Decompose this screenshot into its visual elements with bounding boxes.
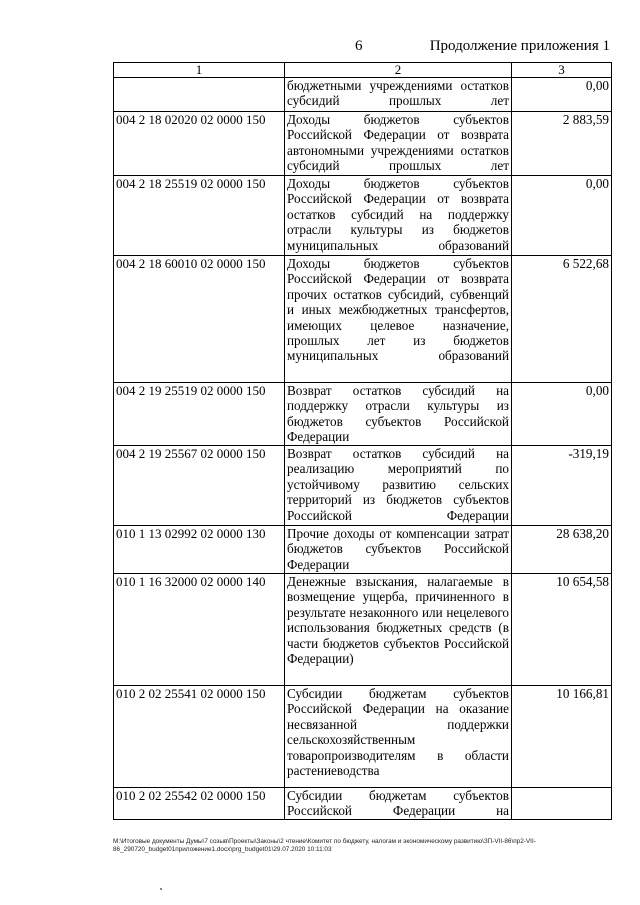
- row-code: 004 2 18 25519 02 0000 150: [114, 176, 285, 256]
- scan-mark: [160, 888, 162, 890]
- column-header-3: 3: [512, 63, 612, 78]
- document-path-footer: M:\Итоговые документы Думы\7 созыв\Проекты\Законы\2 чтение\Комитет по бюджету, налогам и экономическому развитию\ЗП-VII-86\пр2-VII-86_290720_budget01приложение1.docx\prg_budget01\29.07.2020 10:11:03: [113, 838, 536, 854]
- row-value: 10 654,58: [512, 574, 612, 686]
- table-row: [114, 176, 612, 256]
- row-value: 0,00: [512, 176, 612, 256]
- row-description: Доходы бюджетов субъектов Российской Федерации от возврата автономными учреждениями остатков субсидий прошлых лет: [285, 112, 512, 176]
- row-description: Доходы бюджетов субъектов Российской Федерации от возврата остатков субсидий на поддержку отрасли культуры из бюджетов муниципальных образований: [285, 176, 512, 256]
- continuation-label: Продолжение приложения 1: [429, 38, 610, 54]
- row-code: 010 1 16 32000 02 0000 140: [114, 574, 285, 686]
- column-header-2: 2: [285, 63, 512, 78]
- page-number: 6: [355, 38, 363, 54]
- column-header-1: 1: [114, 63, 285, 78]
- table-row: [114, 78, 612, 112]
- table-row: [114, 446, 612, 526]
- row-code: 004 2 18 02020 02 0000 150: [114, 112, 285, 176]
- table-row: [114, 256, 612, 383]
- table-row: [114, 383, 612, 446]
- row-code: [114, 78, 285, 112]
- row-value: 6 522,68: [512, 256, 612, 383]
- row-code: 004 2 19 25567 02 0000 150: [114, 446, 285, 526]
- page-header: [0, 38, 640, 60]
- row-value: 0,00: [512, 383, 612, 446]
- row-code: 004 2 18 60010 02 0000 150: [114, 256, 285, 383]
- row-description: Субсидии бюджетам субъектов Российской Федерации на оказание несвязанной поддержки сельскохозяйственным товаропроизводителям в области растениеводства: [285, 686, 512, 788]
- row-description: бюджетными учреждениями остатков субсидий прошлых лет: [285, 78, 512, 112]
- row-value: 0,00: [512, 78, 612, 112]
- table-row: [114, 788, 612, 820]
- row-code: 010 2 02 25541 02 0000 150: [114, 686, 285, 788]
- row-description: Возврат остатков субсидий на реализацию мероприятий по устойчивому развитию сельских территорий из бюджетов субъектов Российской Федерации: [285, 446, 512, 526]
- row-value: 28 638,20: [512, 526, 612, 574]
- row-value: -319,19: [512, 446, 612, 526]
- table-row: [114, 112, 612, 176]
- table-row: [114, 574, 612, 686]
- table-row: [114, 686, 612, 788]
- row-value: 10 166,81: [512, 686, 612, 788]
- row-value: [512, 788, 612, 820]
- row-description: Возврат остатков субсидий на поддержку отрасли культуры из бюджетов субъектов Российской Федерации: [285, 383, 512, 446]
- row-description: Прочие доходы от компенсации затрат бюджетов субъектов Российской Федерации: [285, 526, 512, 574]
- revenue-table: [113, 62, 612, 820]
- row-description: Доходы бюджетов субъектов Российской Федерации от возврата прочих остатков субсидий, субвенций и иных межбюджетных трансфертов, имеющих целевое назначение, прошлых лет из бюджетов муниципальных образований: [285, 256, 512, 383]
- row-code: 010 1 13 02992 02 0000 130: [114, 526, 285, 574]
- table-header-row: [114, 63, 612, 78]
- row-code: 010 2 02 25542 02 0000 150: [114, 788, 285, 820]
- row-description: Субсидии бюджетам субъектов Российской Федерации на: [285, 788, 512, 820]
- row-value: 2 883,59: [512, 112, 612, 176]
- row-description: Денежные взыскания, налагаемые в возмещение ущерба, причиненного в результате незаконного или нецелевого использования бюджетных средств (в части бюджетов субъектов Российской Федерации): [285, 574, 512, 686]
- row-code: 004 2 19 25519 02 0000 150: [114, 383, 285, 446]
- table-row: [114, 526, 612, 574]
